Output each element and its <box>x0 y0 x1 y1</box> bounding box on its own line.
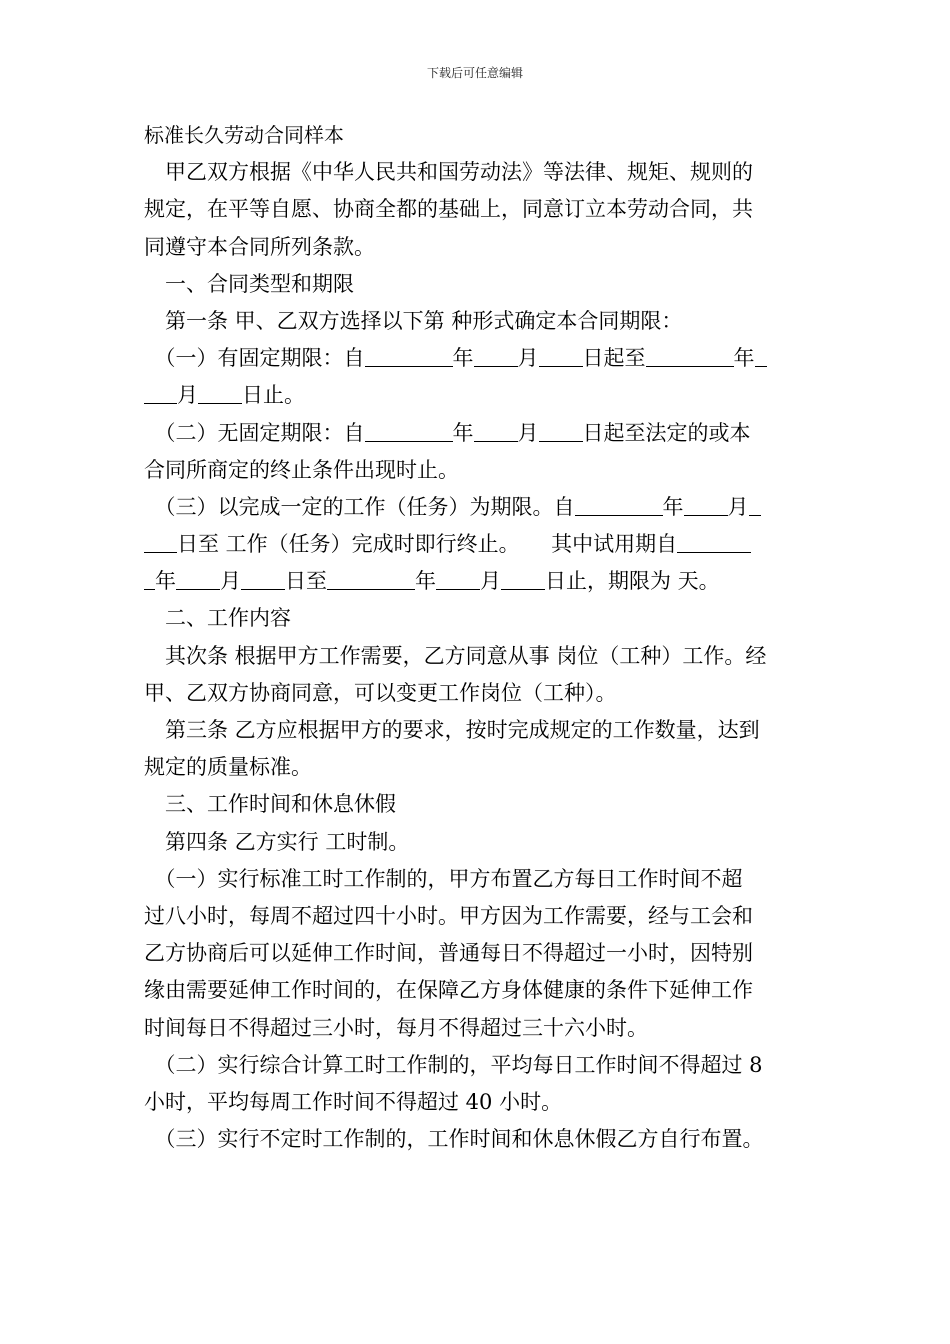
year-text: 年 <box>733 346 755 371</box>
task-term-line-3 <box>144 563 824 600</box>
year-text: 年 <box>662 494 684 519</box>
blank-fill-line <box>436 567 480 590</box>
year-text: 年 <box>452 420 474 445</box>
intro-paragraph-line: 规定，在平等自愿、协商全都的基础上，同意订立本劳动合同，共 <box>144 197 753 222</box>
document-body <box>144 117 824 1158</box>
blank-fill-line <box>539 344 583 367</box>
fixed-term-line-2 <box>144 377 824 414</box>
open-term-line-1 <box>144 415 824 452</box>
blank-fill-line <box>327 567 415 590</box>
month-text: 月 <box>480 569 501 594</box>
section-heading-work-content: 二、工作内容 <box>144 606 291 631</box>
year-text: 年 <box>415 569 436 594</box>
month-text: 月 <box>517 346 539 371</box>
task-term-label: （三）以完成一定的工作（任务）为期限。自 <box>144 494 575 519</box>
blank-fill-line <box>677 530 751 553</box>
flexible-hours-line: （三）实行不定时工作制的，工作时间和休息休假乙方自行布置。 <box>144 1127 764 1152</box>
standard-hours-line: 乙方协商后可以延伸工作时间，普通每日不得超过一小时，因特别 <box>144 941 753 966</box>
comprehensive-hours-line: （二）实行综合计算工时工作制的，平均每日工作时间不得超过 8 <box>144 1052 763 1077</box>
task-term-end-text: 日止，期限为 天。 <box>545 569 720 594</box>
blank-fill-line <box>749 493 761 516</box>
blank-fill-line <box>575 493 663 516</box>
standard-hours-line: （一）实行标准工时工作制的，甲方布置乙方每日工作时间不超 <box>144 866 743 891</box>
task-term-text: 日至 工作（任务）完成时即行终止。 <box>177 532 510 557</box>
blank-fill-line <box>144 530 177 553</box>
blank-fill-line <box>241 567 285 590</box>
blank-fill-line <box>646 344 734 367</box>
blank-fill-line <box>755 344 767 367</box>
open-term-text: 日起至法定的或本 <box>582 420 751 445</box>
month-text: 月 <box>220 569 241 594</box>
month-text: 月 <box>727 494 749 519</box>
article-4: 第四条 乙方实行 工时制。 <box>144 829 410 854</box>
article-1: 第一条 甲、乙双方选择以下第 种形式确定本合同期限： <box>144 308 683 333</box>
day-text: 日起至 <box>582 346 646 371</box>
section-heading-contract-type: 一、合同类型和期限 <box>144 271 354 296</box>
blank-fill-line <box>684 493 728 516</box>
open-term-label: （二）无固定期限：自 <box>144 420 365 445</box>
page-header: 下载后可任意编辑 <box>426 66 523 80</box>
month-text: 月 <box>517 420 539 445</box>
month-text: 月 <box>177 383 198 408</box>
blank-fill-line <box>539 419 583 442</box>
probation-text: 其中试用期自 <box>509 532 678 557</box>
fixed-term-label: （一）有固定期限：自 <box>144 346 365 371</box>
blank-fill-line <box>474 344 518 367</box>
intro-paragraph-line: 甲乙双方根据《中华人民共和国劳动法》等法律、规矩、规则的 <box>144 160 753 185</box>
blank-fill-line <box>365 344 453 367</box>
day-text: 日至 <box>285 569 327 594</box>
document-title: 标准长久劳动合同样本 <box>144 123 344 147</box>
open-term-line-2: 合同所商定的终止条件出现时止。 <box>144 457 459 482</box>
article-2-line: 甲、乙双方协商同意，可以变更工作岗位（工种）。 <box>144 680 617 705</box>
blank-fill-line <box>198 381 242 404</box>
article-2-line: 其次条 根据甲方工作需要，乙方同意从事 岗位（工种）工作。经 <box>144 643 767 668</box>
task-term-line-1 <box>144 489 824 526</box>
article-3-line: 规定的质量标准。 <box>144 755 312 780</box>
comprehensive-hours-line: 小时，平均每周工作时间不得超过 40 小时。 <box>144 1089 563 1114</box>
article-3-line: 第三条 乙方应根据甲方的要求，按时完成规定的工作数量，达到 <box>144 718 760 742</box>
year-text: 年 <box>155 569 176 594</box>
blank-fill-line <box>365 419 453 442</box>
blank-fill-line <box>474 419 518 442</box>
fixed-term-line-1 <box>144 340 824 377</box>
standard-hours-line: 过八小时，每周不超过四十小时。甲方因为工作需要，经与工会和 <box>144 903 753 928</box>
year-text: 年 <box>452 346 474 371</box>
task-term-line-2 <box>144 526 824 563</box>
blank-fill-line <box>144 381 177 404</box>
standard-hours-line: 时间每日不得超过三小时，每月不得超过三十六小时。 <box>144 1015 648 1040</box>
blank-fill-line <box>144 567 155 590</box>
blank-fill-line <box>501 567 545 590</box>
intro-paragraph-line: 同遵守本合同所列条款。 <box>144 234 375 259</box>
blank-fill-line <box>176 567 220 590</box>
section-heading-work-hours: 三、工作时间和休息休假 <box>144 792 396 817</box>
day-text: 日止。 <box>242 383 305 408</box>
standard-hours-line: 缘由需要延伸工作时间的，在保障乙方身体健康的条件下延伸工作 <box>144 978 753 1003</box>
